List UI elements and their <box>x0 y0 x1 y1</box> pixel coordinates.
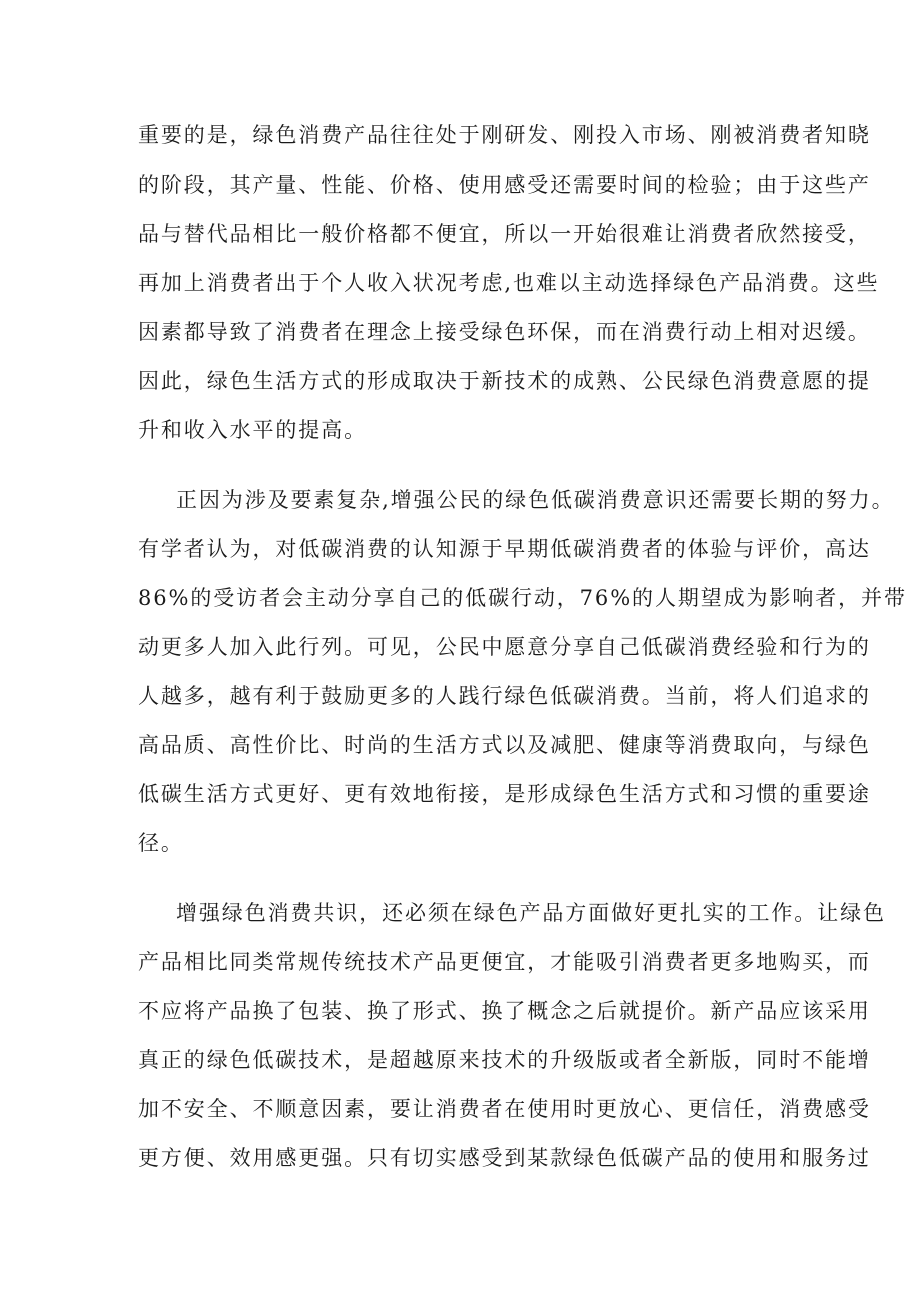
paragraph-line: 再加上消费者出于个人收入状况考虑,也难以主动选择绿色产品消费。这些 <box>138 271 880 295</box>
paragraph-line: 86%的受访者会主动分享自己的低碳行动，76%的人期望成为影响者，并带 <box>138 586 907 610</box>
paragraph-line: 因素都导致了消费者在理念上接受绿色环保，而在消费行动上相对迟缓。 <box>138 320 871 344</box>
paragraph-line: 加不安全、不顺意因素，要让消费者在使用时更放心、更信任，消费感受 <box>138 1097 871 1121</box>
paragraph-line: 人越多，越有利于鼓励更多的人践行绿色低碳消费。当前，将人们追求的 <box>138 684 871 708</box>
paragraph-line: 有学者认为，对低碳消费的认知源于早期低碳消费者的体验与评价，高达 <box>138 537 871 561</box>
paragraph-line: 不应将产品换了包装、换了形式、换了概念之后就提价。新产品应该采用 <box>138 999 871 1023</box>
paragraph-line: 高品质、高性价比、时尚的生活方式以及减肥、健康等消费取向，与绿色 <box>138 733 871 757</box>
paragraph-line: 因此，绿色生活方式的形成取决于新技术的成熟、公民绿色消费意愿的提 <box>138 369 871 393</box>
paragraph-line: 品与替代品相比一般价格都不便宜，所以一开始很难让消费者欣然接受， <box>138 222 871 246</box>
paragraph-line: 动更多人加入此行列。可见，公民中愿意分享自己低碳消费经验和行为的 <box>138 635 871 659</box>
paragraph-line: 产品相比同类常规传统技术产品更便宜，才能吸引消费者更多地购买，而 <box>138 950 871 974</box>
paragraph-line: 正因为涉及要素复杂,增强公民的绿色低碳消费意识还需要长期的努力。 <box>176 488 895 512</box>
paragraph-line: 重要的是，绿色消费产品往往处于刚研发、刚投入市场、刚被消费者知晓 <box>138 123 871 147</box>
paragraph-line: 更方便、效用感更强。只有切实感受到某款绿色低碳产品的使用和服务过 <box>138 1146 871 1170</box>
paragraph-line: 真正的绿色低碳技术，是超越原来技术的升级版或者全新版，同时不能增 <box>138 1048 871 1072</box>
paragraph-line: 的阶段，其产量、性能、价格、使用感受还需要时间的检验；由于这些产 <box>138 173 871 197</box>
paragraph-line: 增强绿色消费共识，还必须在绿色产品方面做好更扎实的工作。让绿色 <box>176 901 886 925</box>
paragraph-line: 升和收入水平的提高。 <box>138 418 367 442</box>
paragraph-line: 径。 <box>138 831 184 855</box>
paragraph-line: 低碳生活方式更好、更有效地衔接，是形成绿色生活方式和习惯的重要途 <box>138 782 871 806</box>
